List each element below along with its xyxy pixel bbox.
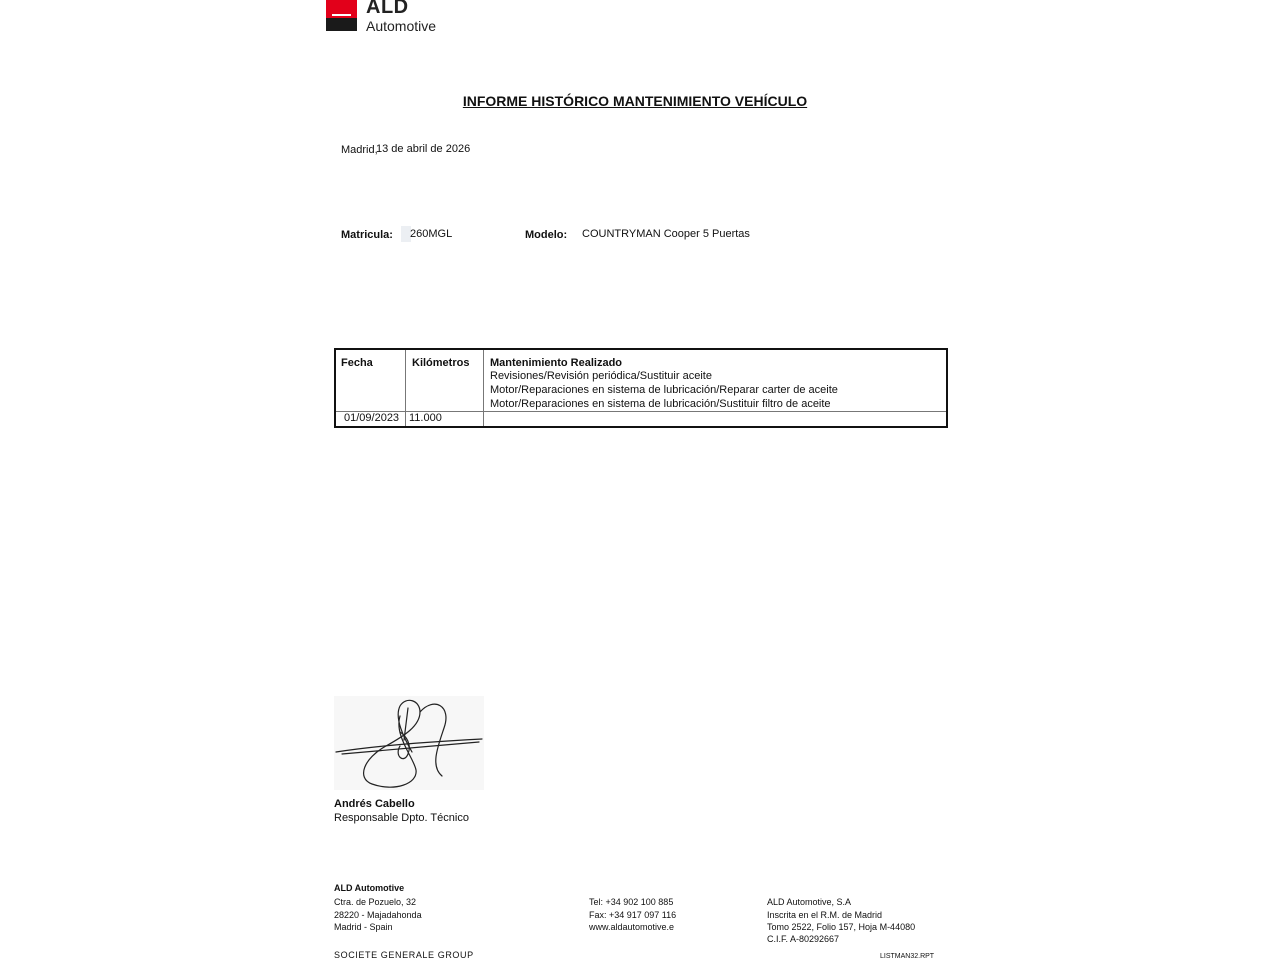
footer-company: ALD Automotive [334, 883, 405, 893]
header-mantenimiento: Mantenimiento Realizado [490, 357, 623, 369]
maintenance-item: Motor/Reparaciones en sistema de lubricación/Sustituir filtro de aceite [490, 398, 831, 410]
maintenance-table [334, 348, 948, 428]
footer-fax: Fax: +34 917 097 116 [589, 910, 677, 920]
signer-name: Andrés Cabello [334, 798, 415, 810]
plate-value: 260MGL [410, 228, 453, 240]
model-label: Modelo: [525, 229, 568, 241]
footer-legal-line: ALD Automotive, S.A [767, 897, 852, 907]
place: Madrid, [341, 144, 378, 156]
footer-legal-line: C.I.F. A-80292667 [767, 934, 840, 944]
report-date: 13 de abril de 2026 [376, 143, 471, 155]
footer-website: www.aldautomotive.e [589, 922, 675, 932]
signer-role: Responsable Dpto. Técnico [334, 812, 469, 824]
model-value: COUNTRYMAN Cooper 5 Puertas [582, 228, 750, 240]
plate-label: Matricula: [341, 229, 393, 241]
footer-address-line: Ctra. de Pozuelo, 32 [334, 897, 417, 907]
page-title: INFORME HISTÓRICO MANTENIMIENTO VEHÍCULO [462, 93, 808, 109]
maintenance-item: Motor/Reparaciones en sistema de lubricación/Reparar carter de aceite [490, 384, 838, 396]
table-divider [483, 350, 484, 426]
maintenance-item: Revisiones/Revisión periódica/Sustituir aceite [490, 370, 712, 382]
footer-legal-line: Tomo 2522, Folio 157, Hoja M-44080 [767, 922, 916, 932]
footer-address-line: 28220 - Majadahonda [334, 910, 422, 920]
logo-brand: ALD [366, 0, 409, 18]
footer-legal-line: Inscrita en el R.M. de Madrid [767, 910, 883, 920]
row-fecha: 01/09/2023 [344, 412, 400, 424]
ald-logo-mark-icon [326, 0, 357, 31]
header-fecha: Fecha [341, 357, 373, 369]
report-code: LISTMAN32.RPT [880, 953, 935, 960]
footer-address-line: Madrid - Spain [334, 922, 393, 932]
footer-group: SOCIETE GENERALE GROUP [334, 950, 474, 960]
signature-icon [334, 696, 484, 790]
ald-logo [326, 0, 446, 34]
header-kilometros: Kilómetros [412, 357, 470, 369]
footer-phone: Tel: +34 902 100 885 [589, 897, 674, 907]
logo-subtitle: Automotive [366, 18, 437, 34]
table-divider [405, 350, 406, 426]
row-km: 11.000 [409, 412, 442, 424]
